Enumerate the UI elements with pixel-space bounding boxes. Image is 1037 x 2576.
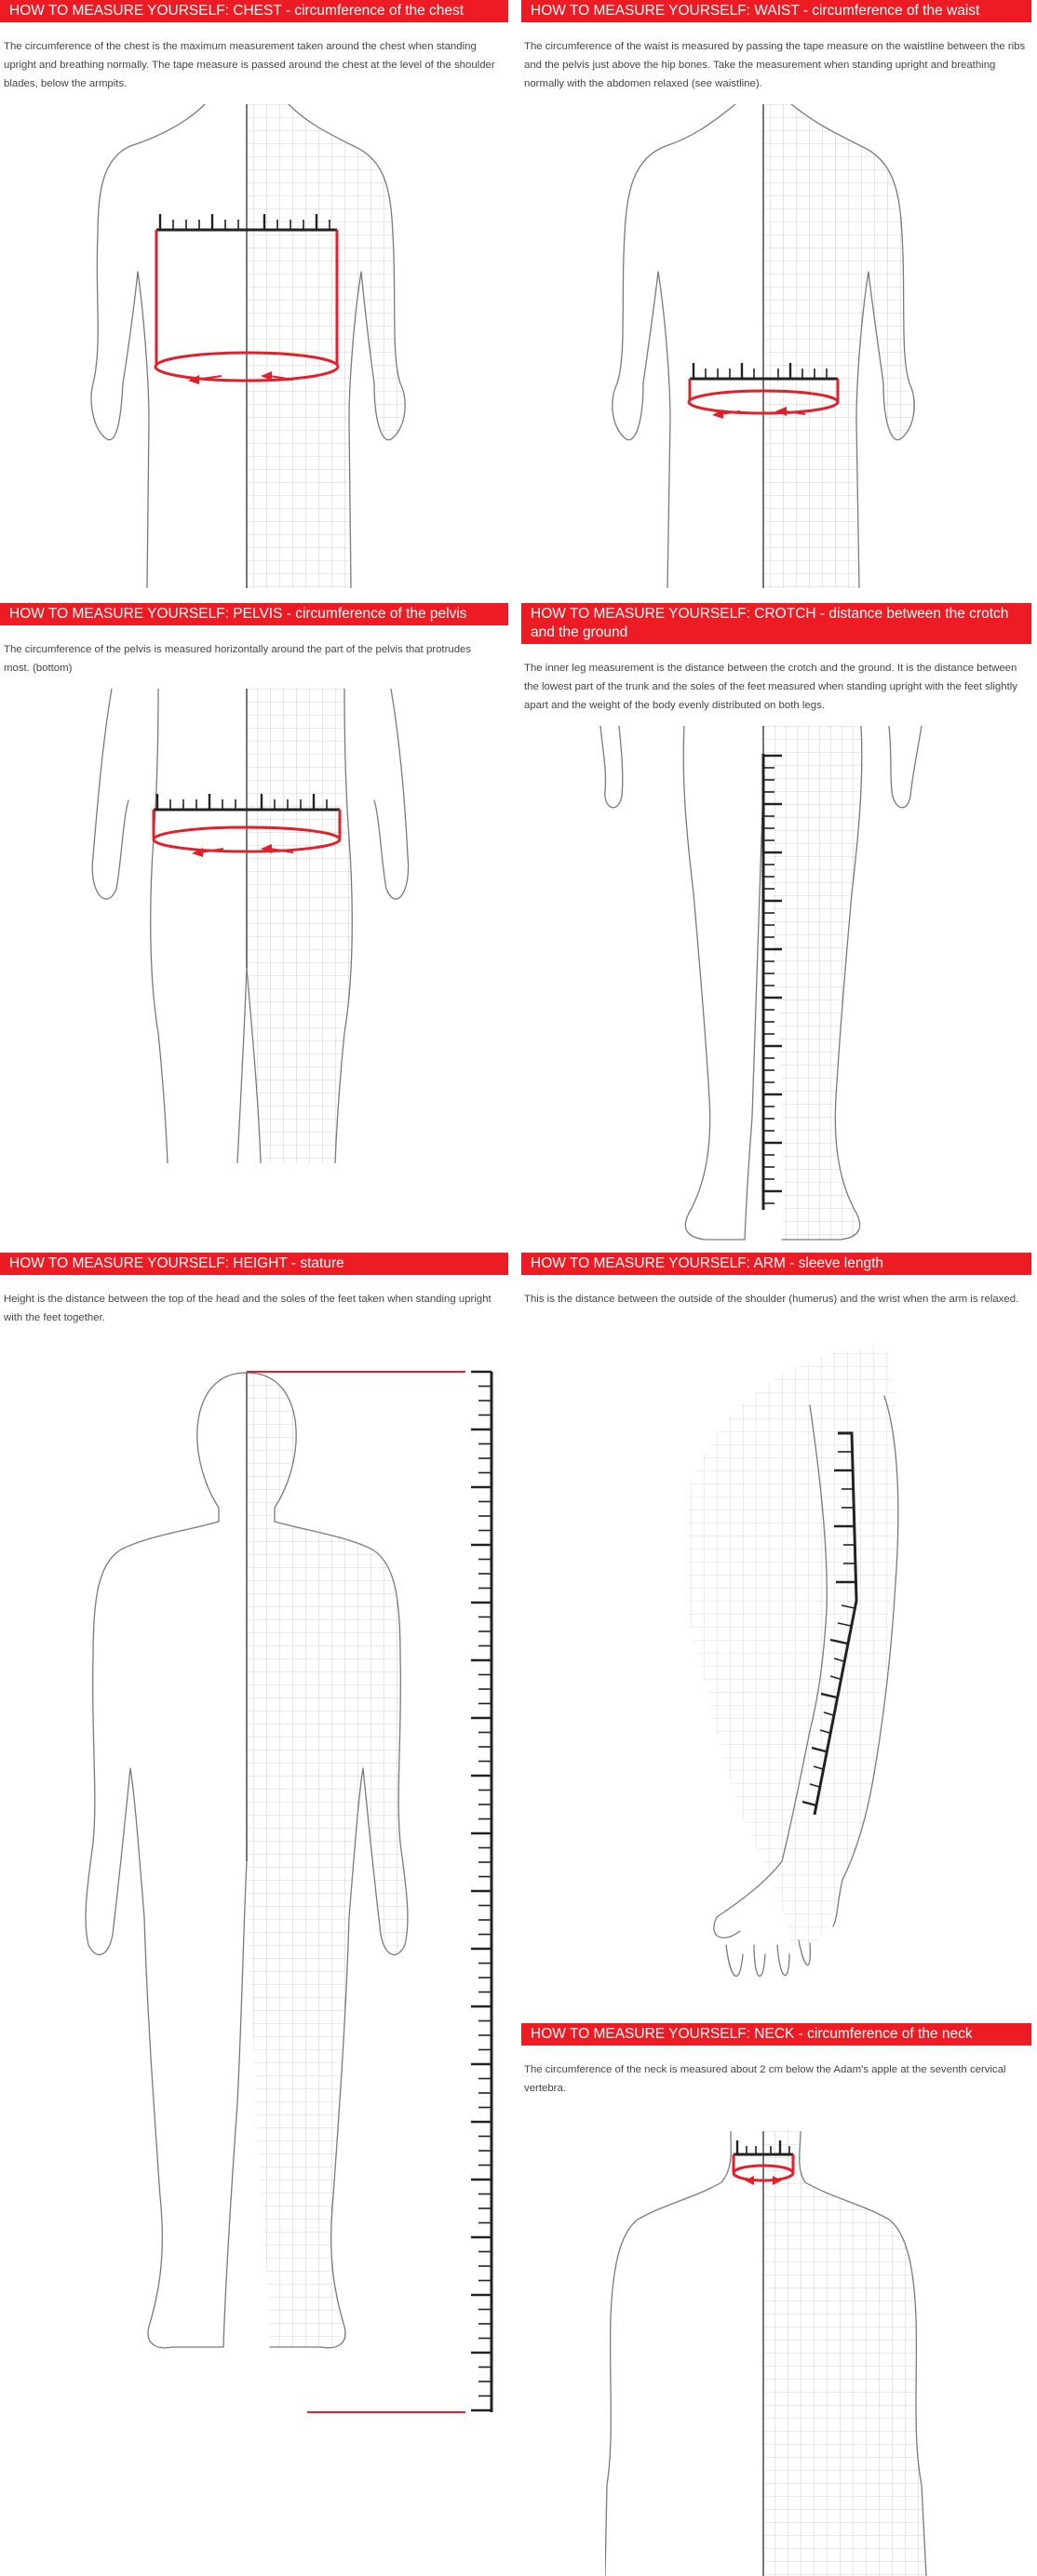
waist-section-title: HOW TO MEASURE YOURSELF: WAIST - circumference of the waist (521, 0, 1031, 22)
neck-section-title: HOW TO MEASURE YOURSELF: NECK - circumference of the neck (521, 2023, 1031, 2046)
arm-figure (652, 1340, 949, 1992)
neck-figure (605, 2131, 940, 2576)
height-section-title: HOW TO MEASURE YOURSELF: HEIGHT - stature (0, 1253, 508, 1275)
chest-figure (84, 104, 419, 588)
pelvis-description: The circumference of the pelvis is measured horizontally around the part of the pelvis that protrudes most. (bottom) (4, 644, 472, 674)
chest-description: The circumference of the chest is the maximum measurement taken around the chest when standing upright and breathing normally. The tape measure is passed around the chest at the level of the shoulder blades, below the armpits. (4, 41, 495, 89)
neck-description: The circumference of the neck is measured about 2 cm below the Adam's apple at the seventh cervical vertebra. (524, 2064, 1006, 2094)
height-description: Height is the distance between the top of the head and the soles of the feet taken when standing upright with the feet together. (4, 1294, 492, 1323)
crotch-figure (596, 726, 940, 1242)
arm-description: This is the distance between the outside of the shoulder (humerus) and the wrist when the arm is relaxed. (524, 1294, 1019, 1305)
waist-description: The circumference of the waist is measured by passing the tape measure on the waistline between the ribs and the pelvis just above the hip bones. Take the measurement when standing upright and breathing normally with the abdomen relaxed (see waistline). (524, 41, 1026, 89)
height-figure (84, 1359, 512, 2420)
chest-section-title: HOW TO MEASURE YOURSELF: CHEST - circumference of the chest (0, 0, 508, 22)
pelvis-section-title: HOW TO MEASURE YOURSELF: PELVIS - circumference of the pelvis (0, 603, 508, 625)
crotch-description: The inner leg measurement is the distance between the crotch and the ground. It is the distance between the lowest part of the trunk and the soles of the feet measured when standing upright with the feet slightly apart and the weight of the body evenly distributed on both legs. (524, 663, 1017, 711)
waist-figure (600, 104, 936, 588)
crotch-section-title: HOW TO MEASURE YOURSELF: CROTCH - distance between the crotch and the ground (521, 603, 1031, 644)
pelvis-figure (74, 689, 428, 1163)
height-ruler-ticks (471, 1372, 492, 2410)
arm-section-title: HOW TO MEASURE YOURSELF: ARM - sleeve length (521, 1253, 1031, 1275)
